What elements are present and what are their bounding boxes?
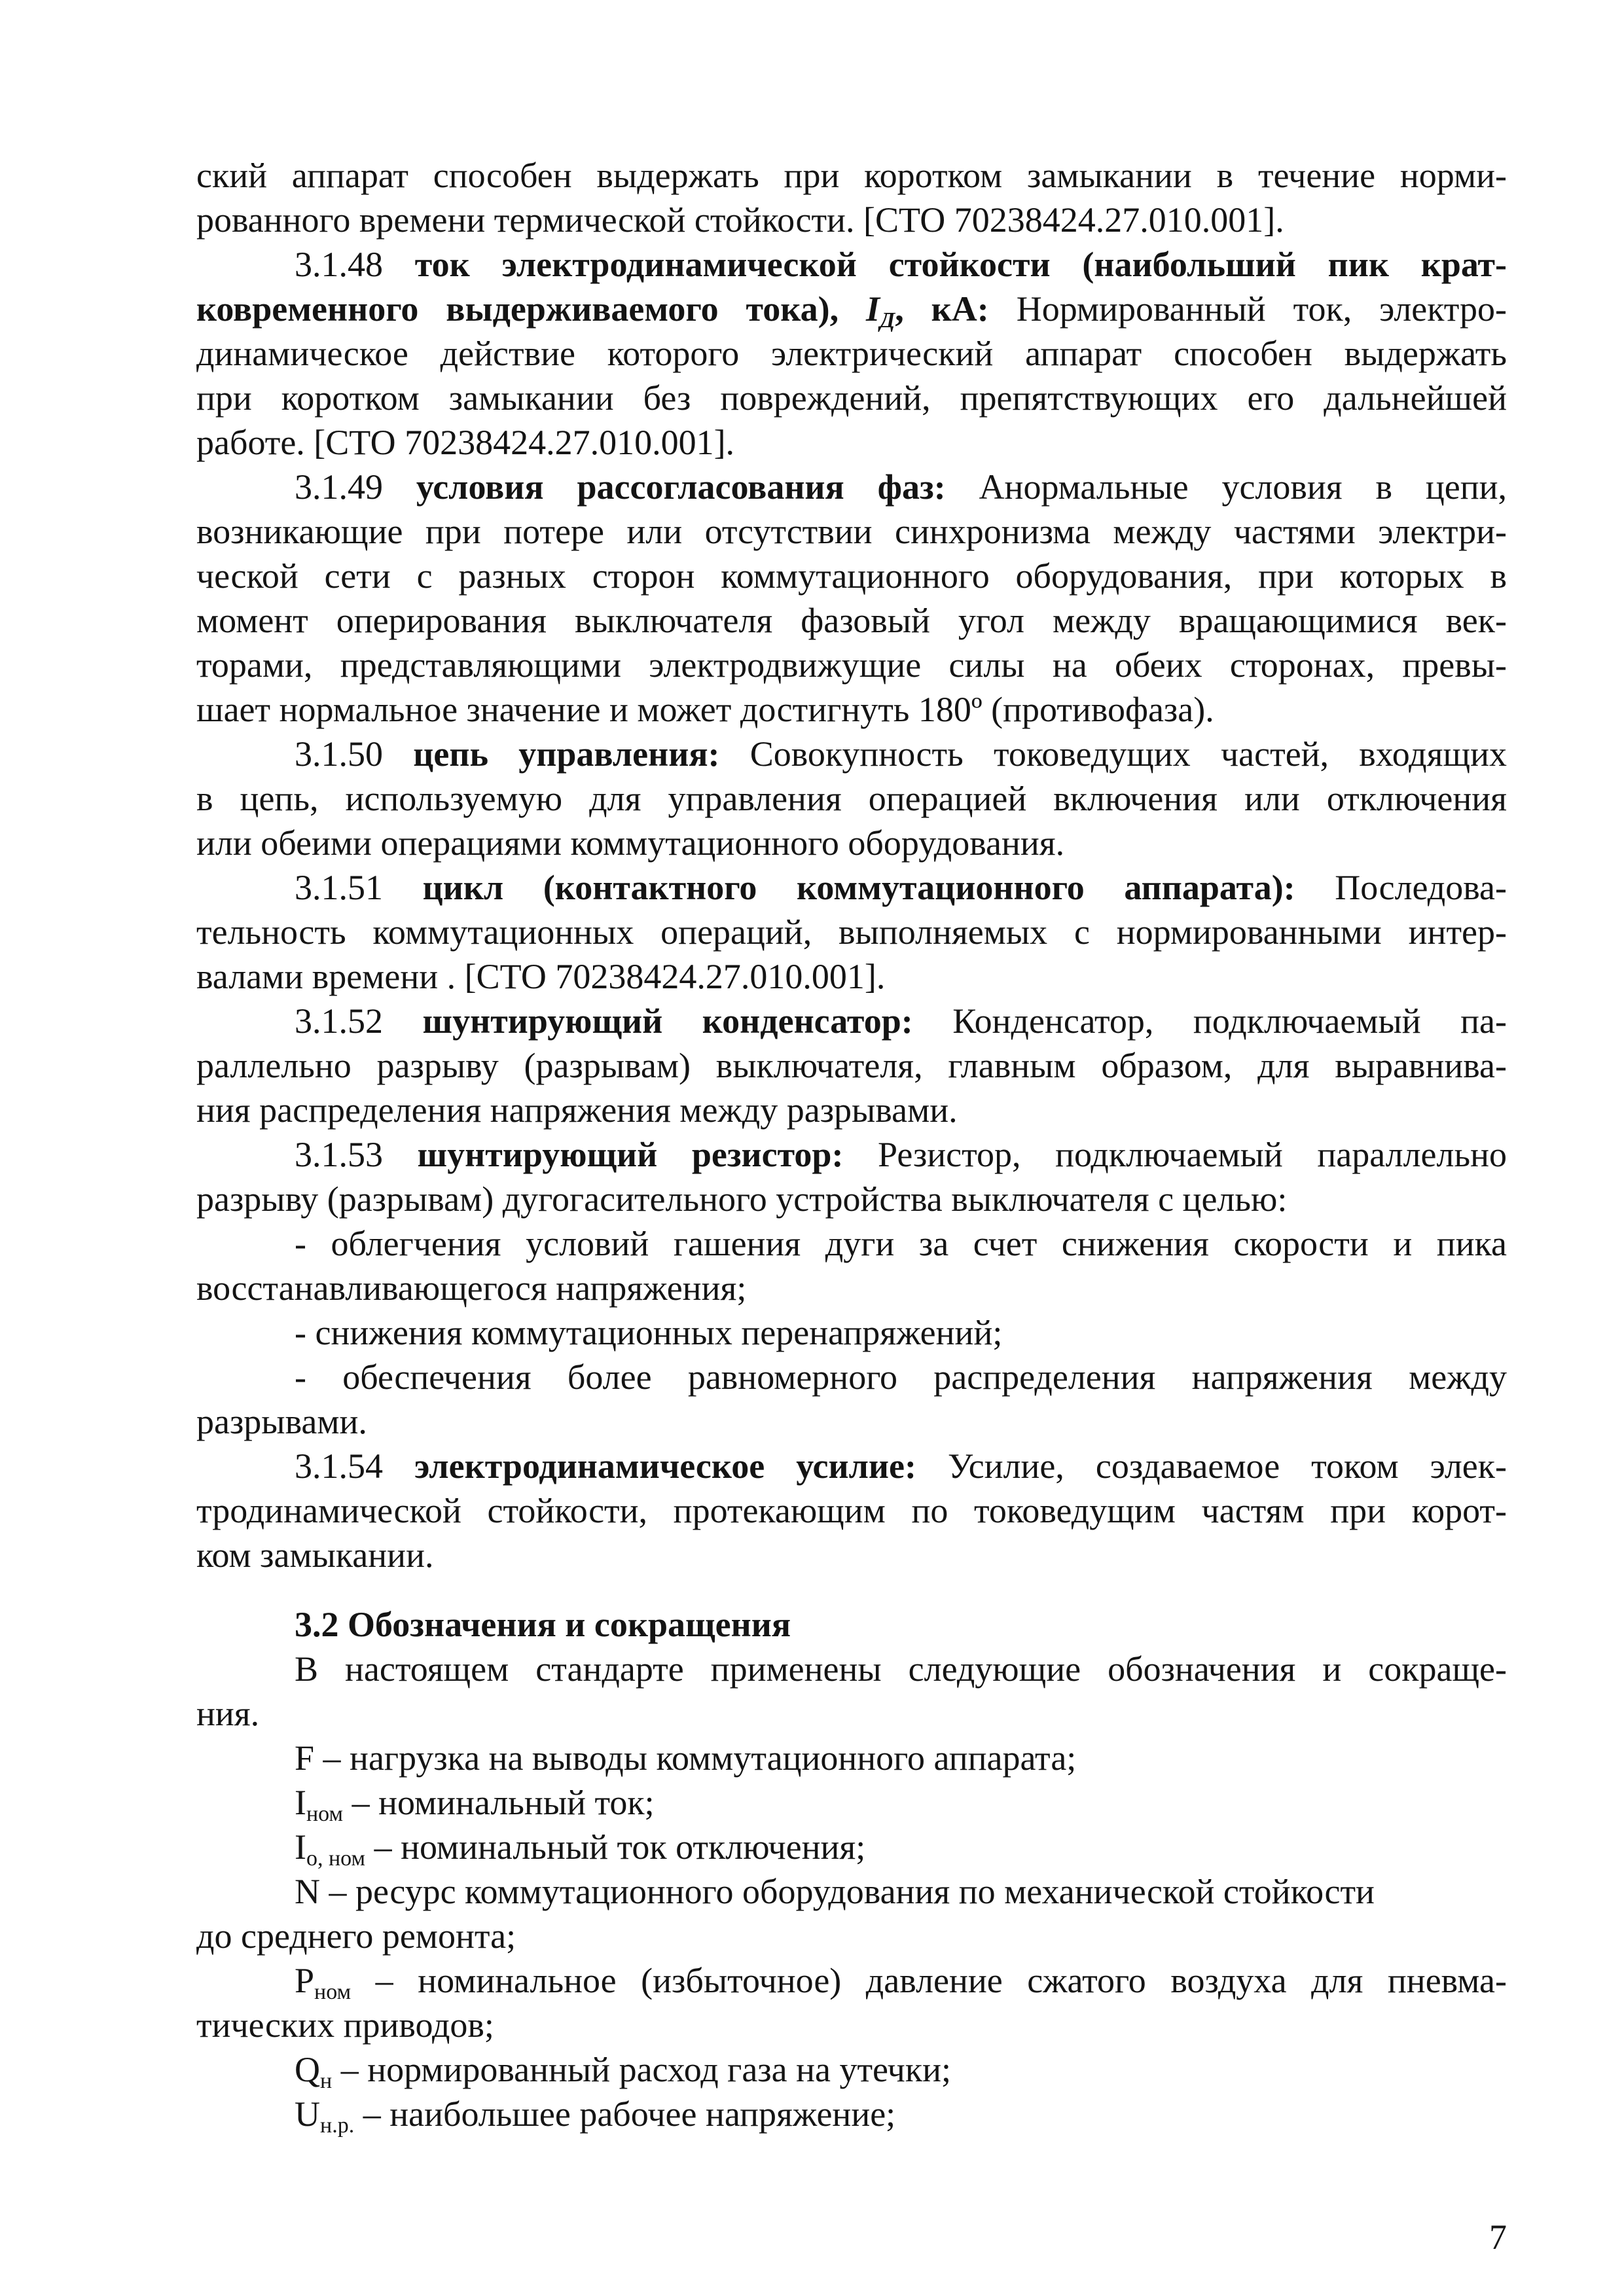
term-number: 3.1.49 — [295, 467, 383, 507]
symbol-item — [295, 1870, 1507, 1913]
text-line: ния. — [196, 1694, 260, 1733]
term-title: электродинамическое усилие: — [414, 1446, 916, 1486]
text-line: раллельно разрыву (разрывам) выключателя, главным образом, для выравнива- — [196, 1046, 1507, 1085]
definition-start: Усилие, создаваемое током элек- — [916, 1446, 1507, 1486]
term-number: 3.1.53 — [295, 1135, 383, 1174]
symbol: I — [295, 1827, 306, 1867]
symbol-subscript: Д — [880, 308, 895, 332]
symbol: P — [295, 1961, 315, 2000]
symbol: F — [295, 1738, 315, 1778]
symbol-item — [295, 1736, 1507, 1780]
term-3-1-50 — [295, 732, 1507, 776]
text-line: возникающие при потере или отсутствии синхронизма между частями электри- — [196, 512, 1507, 551]
term-number: 3.1.48 — [295, 245, 383, 284]
text-line: тельность коммутационных операций, выполняемых с нормированными интер- — [196, 912, 1507, 952]
list-item: - облегчения условий гашения дуги за счет снижения скорости и пика — [295, 1224, 1507, 1263]
list-item: - снижения коммутационных перенапряжений; — [295, 1313, 1003, 1352]
text-line: момент оперирования выключателя фазовый угол между вращающимися век- — [196, 601, 1507, 640]
symbol-description: – номинальный ток; — [343, 1783, 655, 1822]
definition-start: Нормированный ток, электро- — [988, 289, 1507, 329]
term-3-1-53 — [295, 1133, 1507, 1176]
definition-start: Резистор, подключаемый параллельно — [843, 1135, 1507, 1174]
text-line: ческой сети с разных сторон коммутационного оборудования, при которых в — [196, 556, 1507, 596]
definition-start: Совокупность токоведущих частей, входящих — [719, 734, 1507, 774]
section-intro: В настоящем стандарте применены следующие обозначения и сокраще- — [295, 1649, 1507, 1689]
symbol-description: – нагрузка на выводы коммутационного аппарата; — [314, 1738, 1077, 1778]
term-title: цепь управления: — [413, 734, 720, 774]
definition-start: Анормальные условия в цепи, — [945, 467, 1507, 507]
text-line: тических приводов; — [196, 2005, 494, 2045]
section-heading: 3.2 Обозначения и сокращения — [295, 1605, 791, 1644]
text-line: тродинамической стойкости, протекающим по токоведущим частям при корот- — [196, 1491, 1507, 1530]
term-number: 3.1.51 — [295, 868, 383, 907]
term-title-continued: ковременного выдерживаемого тока), — [196, 289, 867, 329]
text-line: до среднего ремонта; — [196, 1916, 516, 1956]
list-item: - обеспечения более равномерного распределения напряжения между — [295, 1357, 1507, 1397]
unit: , кА: — [895, 289, 989, 329]
definition-start: Последова- — [1295, 868, 1507, 907]
text-line: восстанавливающегося напряжения; — [196, 1268, 747, 1308]
text-line: работе. [СТО 70238424.27.010.001]. — [196, 423, 735, 462]
term-title: шунтирующий резистор: — [417, 1135, 844, 1174]
symbol-subscript: н — [320, 2069, 333, 2093]
term-title: шунтирующий конденсатор: — [422, 1001, 913, 1041]
symbol-description: – ресурс коммутационного оборудования по механической стойкости — [320, 1872, 1375, 1911]
term-3-1-48 — [295, 243, 1507, 286]
definition-start: Конденсатор, подключаемый па- — [912, 1001, 1507, 1041]
text-line: торами, представляющими электродвижущие силы на обеих сторонах, превы- — [196, 645, 1507, 685]
text-line: в цепь, используемую для управления операцией включения или отключения — [196, 779, 1507, 818]
term-number: 3.1.50 — [295, 734, 383, 774]
symbol-item — [295, 1825, 1507, 1869]
text-line: ком замыкании. — [196, 1535, 434, 1575]
symbol: N — [295, 1872, 320, 1911]
symbol-description: – номинальное (избыточное) давление сжатого воздуха для пневма- — [351, 1961, 1507, 2000]
page-number: 7 — [1489, 2217, 1507, 2257]
symbol-subscript: ном — [306, 1802, 344, 1826]
symbol-item — [295, 1959, 1507, 2002]
symbol-item — [295, 2048, 1507, 2091]
text-line: разрывами. — [196, 1402, 367, 1441]
text-line: при коротком замыкании без повреждений, препятствующих его дальнейшей — [196, 378, 1507, 418]
symbol-subscript: н.р. — [320, 2113, 355, 2138]
symbol-description: – нормированный расход газа на утечки; — [332, 2050, 951, 2089]
term-number: 3.1.54 — [295, 1446, 383, 1486]
symbol: U — [295, 2094, 320, 2134]
term-title: условия рассогласования фаз: — [416, 467, 946, 507]
term-3-1-49 — [295, 465, 1507, 509]
term-3-1-52 — [295, 999, 1507, 1043]
text-line: ния распределения напряжения между разрывами. — [196, 1090, 958, 1130]
symbol-description: – наибольшее рабочее напряжение; — [354, 2094, 896, 2134]
symbol: I — [866, 289, 880, 329]
symbol-description: – номинальный ток отключения; — [365, 1827, 866, 1867]
text-line: рованного времени термической стойкости. [СТО 70238424.27.010.001]. — [196, 200, 1284, 240]
text-line: валами времени . [СТО 70238424.27.010.001]. — [196, 957, 886, 996]
text-line — [196, 287, 1507, 331]
text-line: ский аппарат способен выдержать при коротком замыкании в течение норми- — [196, 156, 1507, 195]
term-3-1-54 — [295, 1444, 1507, 1488]
term-number: 3.1.52 — [295, 1001, 383, 1041]
term-title: цикл (контактного коммутационного аппарата): — [422, 868, 1295, 907]
symbol: I — [295, 1783, 306, 1822]
text-line: разрыву (разрывам) дугогасительного устройства выключателя с целью: — [196, 1179, 1288, 1219]
text-line: динамическое действие которого электрический аппарат способен выдержать — [196, 334, 1507, 373]
symbol-item — [295, 2092, 1507, 2136]
symbol-subscript: ном — [314, 1980, 352, 2004]
symbol: Q — [295, 2050, 320, 2089]
symbol-subscript: о, ном — [306, 1846, 366, 1871]
symbol-item — [295, 1781, 1507, 1824]
term-3-1-51 — [295, 866, 1507, 909]
term-title: ток электродинамической стойкости (наибольший пик крат- — [414, 245, 1507, 284]
text-line: или обеими операциями коммутационного оборудования. — [196, 823, 1065, 863]
text-line: шает нормальное значение и может достигнуть 180º (противофаза). — [196, 690, 1214, 729]
